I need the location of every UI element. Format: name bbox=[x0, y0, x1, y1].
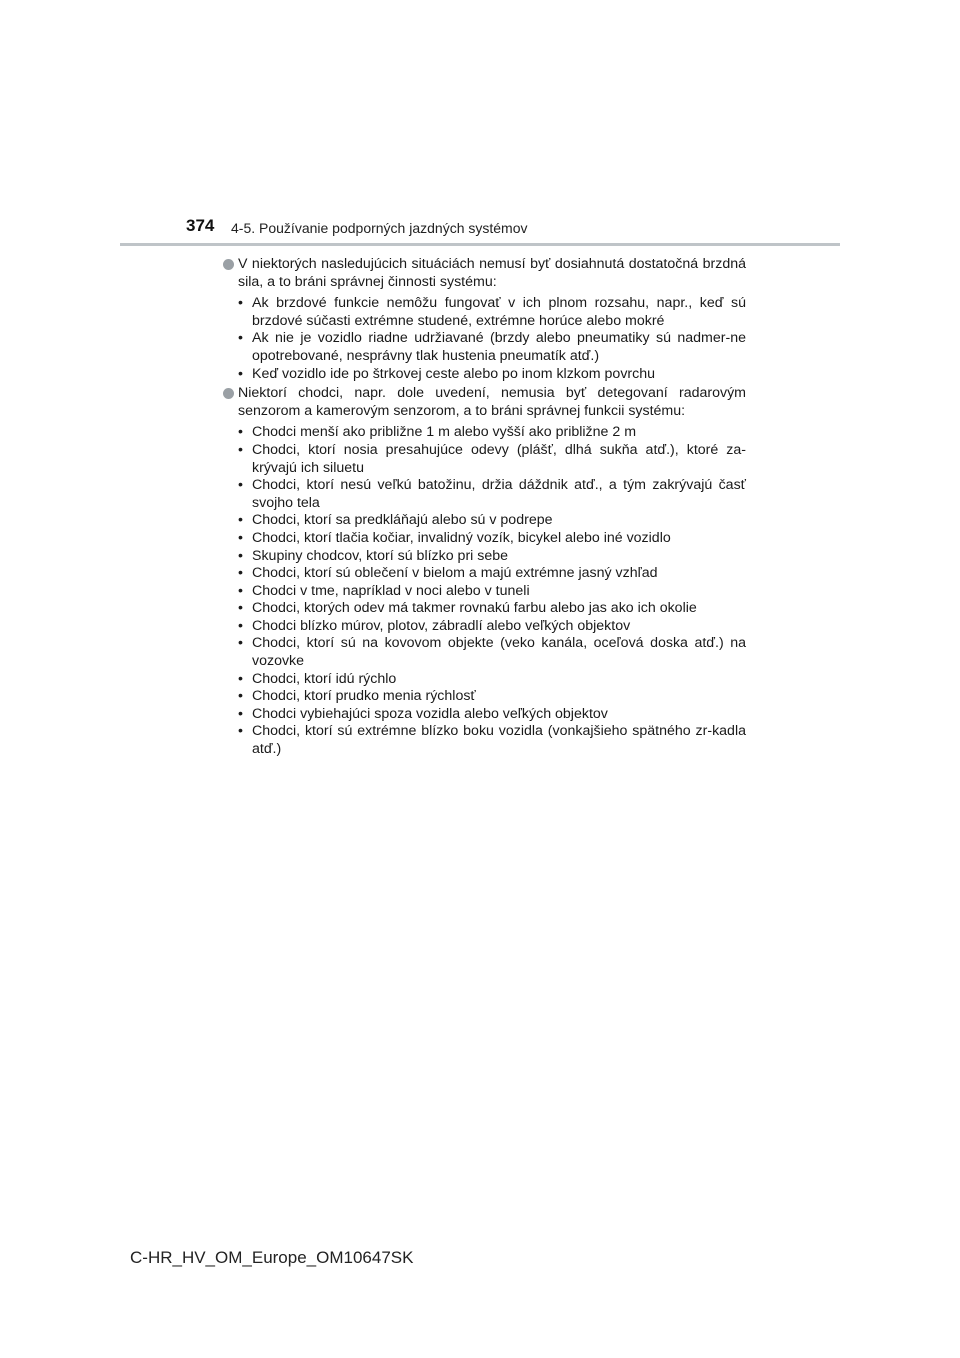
list-item: • Chodci, ktorí sú oblečení v bielom a majú extrémne jasný vzhľad bbox=[238, 565, 658, 582]
bullet-icon: • bbox=[238, 424, 243, 441]
bullet-icon: • bbox=[238, 688, 243, 705]
bullet-icon: • bbox=[238, 635, 243, 652]
list-item: • Chodci, ktorých odev má takmer rovnakú farbu alebo jas ako ich okolie bbox=[238, 600, 697, 617]
bullet-icon: • bbox=[238, 365, 243, 382]
bullet-icon: • bbox=[238, 617, 243, 634]
header-divider bbox=[120, 243, 840, 246]
document-code: C-HR_HV_OM_Europe_OM10647SK bbox=[130, 1248, 414, 1267]
circle-bullet-icon bbox=[223, 388, 234, 399]
bullet-icon: • bbox=[238, 477, 243, 494]
bullet-icon: • bbox=[238, 330, 243, 347]
bullet-icon: • bbox=[238, 441, 243, 458]
point-2 bbox=[222, 385, 746, 420]
list-item: • Skupiny chodcov, ktorí sú blízko pri sebe bbox=[238, 547, 509, 564]
point-1 bbox=[222, 256, 746, 291]
point-2-list bbox=[222, 424, 746, 758]
main-content bbox=[222, 256, 746, 759]
bullet-icon: • bbox=[238, 670, 243, 687]
page-number: 374 bbox=[186, 216, 215, 235]
list-item: • Chodci, ktorí prudko menia rýchlosť bbox=[238, 688, 476, 705]
bullet-icon: • bbox=[238, 705, 243, 722]
bullet-icon: • bbox=[238, 600, 243, 617]
list-item: • Chodci, ktorí tlačia kočiar, invalidný vozík, bicykel alebo iné vozidlo bbox=[238, 529, 671, 546]
list-item: • Chodci, ktorí nesú veľkú batožinu, držia dáždnik atď., a tým zakrývajú časť svojho tela bbox=[238, 477, 746, 511]
section-title: 4-5. Používanie podporných jazdných systémov bbox=[231, 220, 528, 236]
bullet-icon: • bbox=[238, 723, 243, 740]
point-1-list bbox=[222, 295, 746, 383]
list-item: • Chodci v tme, napríklad v noci alebo v tuneli bbox=[238, 582, 530, 599]
list-item: • Ak brzdové funkcie nemôžu fungovať v ich plnom rozsahu, napr., keď sú brzdové súčasti extrémne studené, extrémne horúce alebo mokré bbox=[238, 295, 746, 329]
list-item: • Chodci blízko múrov, plotov, zábradlí alebo veľkých objektov bbox=[238, 617, 631, 634]
list-item: • Chodci, ktorí idú rýchlo bbox=[238, 670, 397, 687]
list-item: • Ak nie je vozidlo riadne udržiavané (brzdy alebo pneumatiky sú nadmer-ne opotrebované, nesprávny tlak hustenia pneumatík atď.) bbox=[238, 330, 746, 364]
bullet-icon: • bbox=[238, 565, 243, 582]
circle-bullet-icon bbox=[223, 259, 234, 270]
point-1-text: V niektorých nasledujúcich situáciách nemusí byť dosiahnutá dostatočná brzdná sila, a to bráni správnej činnosti systému: bbox=[238, 256, 746, 290]
list-item: • Keď vozidlo ide po štrkovej ceste alebo po inom klzkom povrchu bbox=[238, 365, 656, 382]
list-item: • Chodci, ktorí sú na kovovom objekte (veko kanála, oceľová doska atď.) na vozovke bbox=[238, 635, 746, 670]
list-item: • Chodci vybiehajúci spoza vozidla alebo veľkých objektov bbox=[238, 705, 608, 722]
bullet-icon: • bbox=[238, 547, 243, 564]
bullet-icon: • bbox=[238, 512, 243, 529]
bullet-icon: • bbox=[238, 295, 243, 312]
bullet-icon: • bbox=[238, 529, 243, 546]
list-item: • Chodci, ktorí sa predkláňajú alebo sú v podrepe bbox=[238, 512, 553, 529]
bullet-icon: • bbox=[238, 582, 243, 599]
list-item: • Chodci, ktorí nosia presahujúce odevy (plášť, dlhá sukňa atď.), ktoré za-krývajú ich siluetu bbox=[238, 441, 746, 476]
list-item: • Chodci, ktorí sú extrémne blízko boku vozidla (vonkajšieho spätného zr-kadla atď.) bbox=[238, 723, 746, 758]
point-2-text: Niektorí chodci, napr. dole uvedení, nemusia byť detegovaní radarovým senzorom a kamerovým senzorom, a to bráni správnej funkcii systému: bbox=[238, 385, 746, 419]
list-item: • Chodci menší ako približne 1 m alebo vyšší ako približne 2 m bbox=[238, 424, 637, 441]
